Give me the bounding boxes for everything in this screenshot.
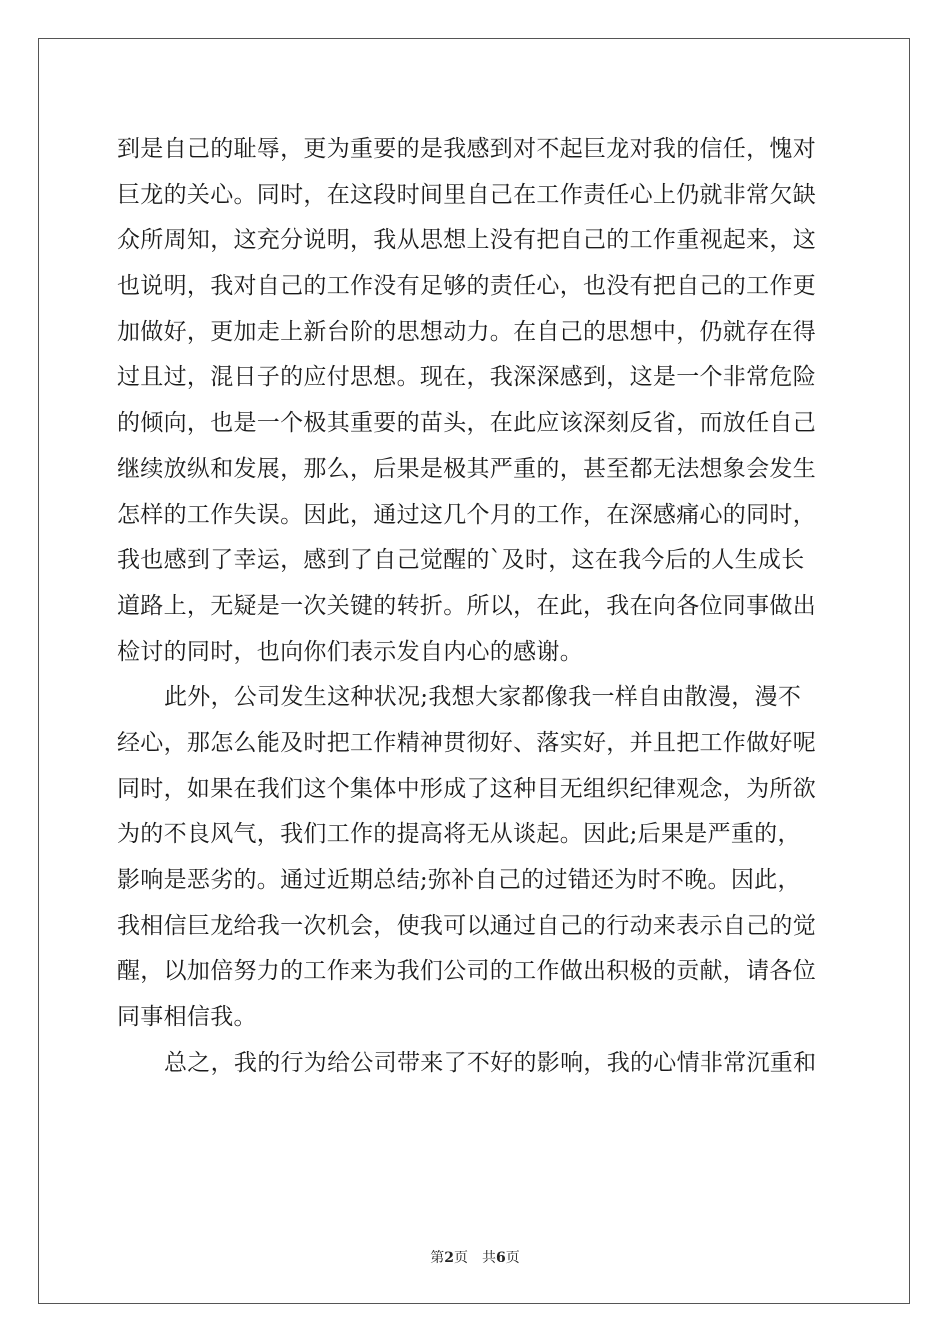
text-line: 醒，以加倍努力的工作来为我们公司的工作做出积极的贡献，请各位 bbox=[117, 958, 816, 985]
text-line: 的倾向，也是一个极其重要的苗头，在此应该深刻反省，而放任自己 bbox=[117, 410, 816, 437]
text-line: 影响是恶劣的。通过近期总结;弥补自己的过错还为时不晚。因此， bbox=[117, 867, 801, 893]
text-line: 为的不良风气，我们工作的提高将无从谈起。因此;后果是严重的， bbox=[117, 821, 801, 848]
text-line: 继续放纵和发展，那么，后果是极其严重的，甚至都无法想象会发生 bbox=[117, 455, 816, 482]
text-line: 同事相信我。 bbox=[117, 1004, 257, 1031]
text-line: 我相信巨龙给我一次机会，使我可以通过自己的行动来表示自己的觉 bbox=[117, 912, 816, 939]
text-line: 此外，公司发生这种状况;我想大家都像我一样自由散漫，漫不 bbox=[164, 684, 802, 711]
text-line: 众所周知，这充分说明，我从思想上没有把自己的工作重视起来，这 bbox=[117, 227, 816, 254]
text-line: 加做好，更加走上新台阶的思想动力。在自己的思想中，仍就存在得 bbox=[117, 318, 816, 345]
text-line: 同时，如果在我们这个集体中形成了这种目无组织纪律观念，为所欲 bbox=[117, 775, 816, 802]
text-line: 道路上，无疑是一次关键的转折。所以，在此，我在向各位同事做出 bbox=[117, 592, 816, 619]
text-line: 也说明，我对自己的工作没有足够的责任心，也没有把自己的工作更 bbox=[117, 273, 816, 300]
text-line: 怎样的工作失误。因此，通过这几个月的工作，在深感痛心的同时， bbox=[117, 501, 816, 528]
total-label-prefix: 共 bbox=[482, 1250, 496, 1266]
text-line: 到是自己的耻辱，更为重要的是我感到对不起巨龙对我的信任，愧对 bbox=[117, 136, 816, 162]
current-page-number: 2 bbox=[444, 1250, 454, 1266]
text-line: 检讨的同时，也向你们表示发自内心的感谢。 bbox=[117, 638, 583, 665]
document-body bbox=[117, 127, 833, 1086]
text-line: 过且过，混日子的应付思想。现在，我深深感到，这是一个非常危险 bbox=[117, 364, 816, 391]
page-label-suffix: 页 bbox=[454, 1250, 468, 1266]
text-line: 总之，我的行为给公司带来了不好的影响，我的心情非常沉重和 bbox=[164, 1049, 817, 1076]
text-line: 巨龙的关心。同时，在这段时间里自己在工作责任心上仍就非常欠缺 bbox=[117, 181, 816, 208]
page-label-prefix: 第 bbox=[430, 1250, 445, 1266]
total-label-suffix: 页 bbox=[505, 1250, 520, 1266]
text-line: 我也感到了幸运，感到了自己觉醒的`及时，这在我今后的人生成长 bbox=[117, 547, 805, 574]
total-page-number: 6 bbox=[496, 1250, 506, 1266]
page-footer bbox=[0, 1247, 950, 1267]
text-line: 经心，那怎么能及时把工作精神贯彻好、落实好，并且把工作做好呢 bbox=[117, 729, 816, 756]
